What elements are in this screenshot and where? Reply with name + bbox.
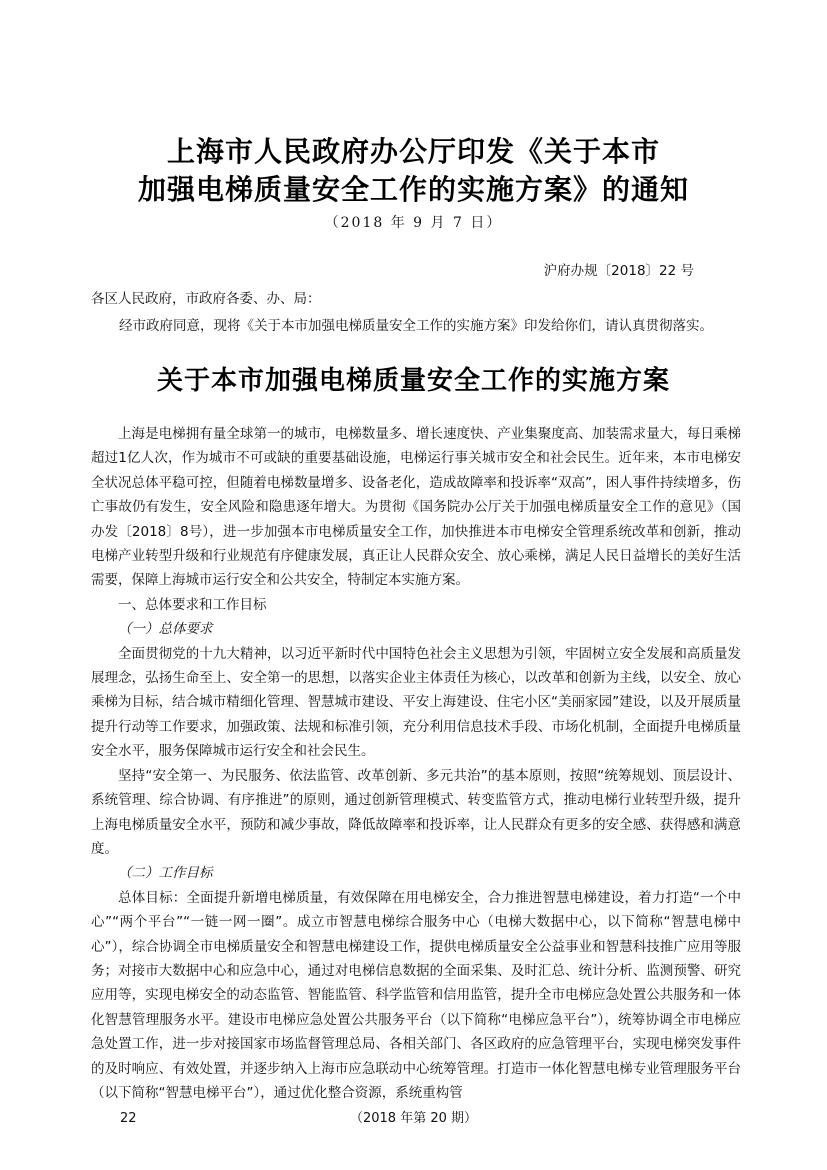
issue-number: （2018 年第 20 期） (349, 1111, 478, 1126)
subsection-heading-2: （二）工作目标 (118, 865, 213, 882)
intro-paragraph: 经市政府同意，现将《关于本市加强电梯质量安全工作的实施方案》印发给你们，请认真贯彻落实。 (119, 318, 713, 334)
plan-body (91, 422, 741, 1105)
notice-title-line-1: 上海市人民政府办公厅印发《关于本市 (166, 135, 660, 168)
page-number: 22 (120, 1111, 137, 1126)
paragraph-general-requirements: 全面贯彻党的十九大精神，以习近平新时代中国特色社会主义思想为引领，牢固树立安全发展和高质量发展理念，弘扬生命至上、安全第一的思想，以落实企业主体责任为核心，以改革和创新为主线，以安全、放心乘梯为目标，结合城市精细化管理、智慧城市建设、平安上海建设、住宅小区“美丽家园”建设，以及开展质量提升行动等工作要求，加强政策、法规和标准引领，充分利用信息技术手段、市场化机制，全面提升电梯质量安全水平，服务保障城市运行安全和社会民生。 (91, 645, 741, 760)
document-number: 沪府办规〔2018〕22 号 (543, 263, 694, 279)
plan-title: 关于本市加强电梯质量安全工作的实施方案 (156, 366, 670, 396)
issue-date: （2018 年 9 月 7 日） (324, 215, 503, 231)
paragraph-principles: 坚持“安全第一、为民服务、依法监管、改革创新、多元共治”的基本原则，按照“统筹规划、顶层设计、系统管理、综合协调、有序推进”的原则，通过创新管理模式、转变监管方式，推动电梯行业转型升级，提升上海电梯质量安全水平，预防和减少事故，降低故障率和投诉率，让人民群众有更多的安全感、获得感和满意度。 (91, 767, 741, 857)
paragraph-background: 上海是电梯拥有量全球第一的城市，电梯数量多、增长速度快、产业集聚度高、加装需求量大，每日乘梯超过1亿人次，作为城市不可或缺的重要基础设施，电梯运行事关城市安全和社会民生。近年来，本市电梯安全状况总体平稳可控，但随着电梯数量增多、设备老化，造成故障率和投诉率“双高”，困人事件持续增多，伤亡事故仍有发生，安全风险和隐患逐年增大。为贯彻《国务院办公厅关于加强电梯质量安全工作的意见》（国办发〔2018〕8号），进一步加强本市电梯质量安全工作，加快推进本市电梯安全管理系统改革和创新，推动电梯产业转型升级和行业规范有序健康发展，真正让人民群众安全、放心乘梯，满足人民日益增长的美好生活需要，保障上海城市运行安全和公共安全，特制定本实施方案。 (91, 426, 741, 589)
notice-title-line-2: 加强电梯质量安全工作的实施方案》的通知 (137, 173, 689, 206)
addressee: 各区人民政府，市政府各委、办、局： (91, 291, 321, 307)
subsection-heading-1: （一）总体要求 (118, 621, 213, 638)
paragraph-objectives: 总体目标：全面提升新增电梯质量，有效保障在用电梯安全，合力推进智慧电梯建设，着力打造“一个中心”“两个平台”“一链一网一圈”。成立市智慧电梯综合服务中心（电梯大数据中心，以下简称“智慧电梯中心”），综合协调全市电梯质量安全和智慧电梯建设工作，提供电梯质量安全公益事业和智慧科技推广应用等服务；对接市大数据中心和应急中心，通过对电梯信息数据的全面采集、及时汇总、统计分析、监测预警、研究应用等，实现电梯安全的动态监管、智能监管、科学监管和信用监管，提升全市电梯应急处置公共服务和一体化智慧管理服务水平。建设市电梯应急处置公共服务平台（以下简称“电梯应急平台”），统筹协调全市电梯应急处置工作，进一步对接国家市场监督管理总局、各相关部门、各区政府的应急管理平台，实现电梯突发事件的及时响应、有效处置，并逐步纳入上海市应急联动中心统筹管理。打造市一体化智慧电梯专业管理服务平台（以下简称“智慧电梯平台”），通过优化整合资源，系统重构管 (91, 889, 741, 1101)
section-heading-1: 一、总体要求和工作目标 (118, 596, 267, 613)
